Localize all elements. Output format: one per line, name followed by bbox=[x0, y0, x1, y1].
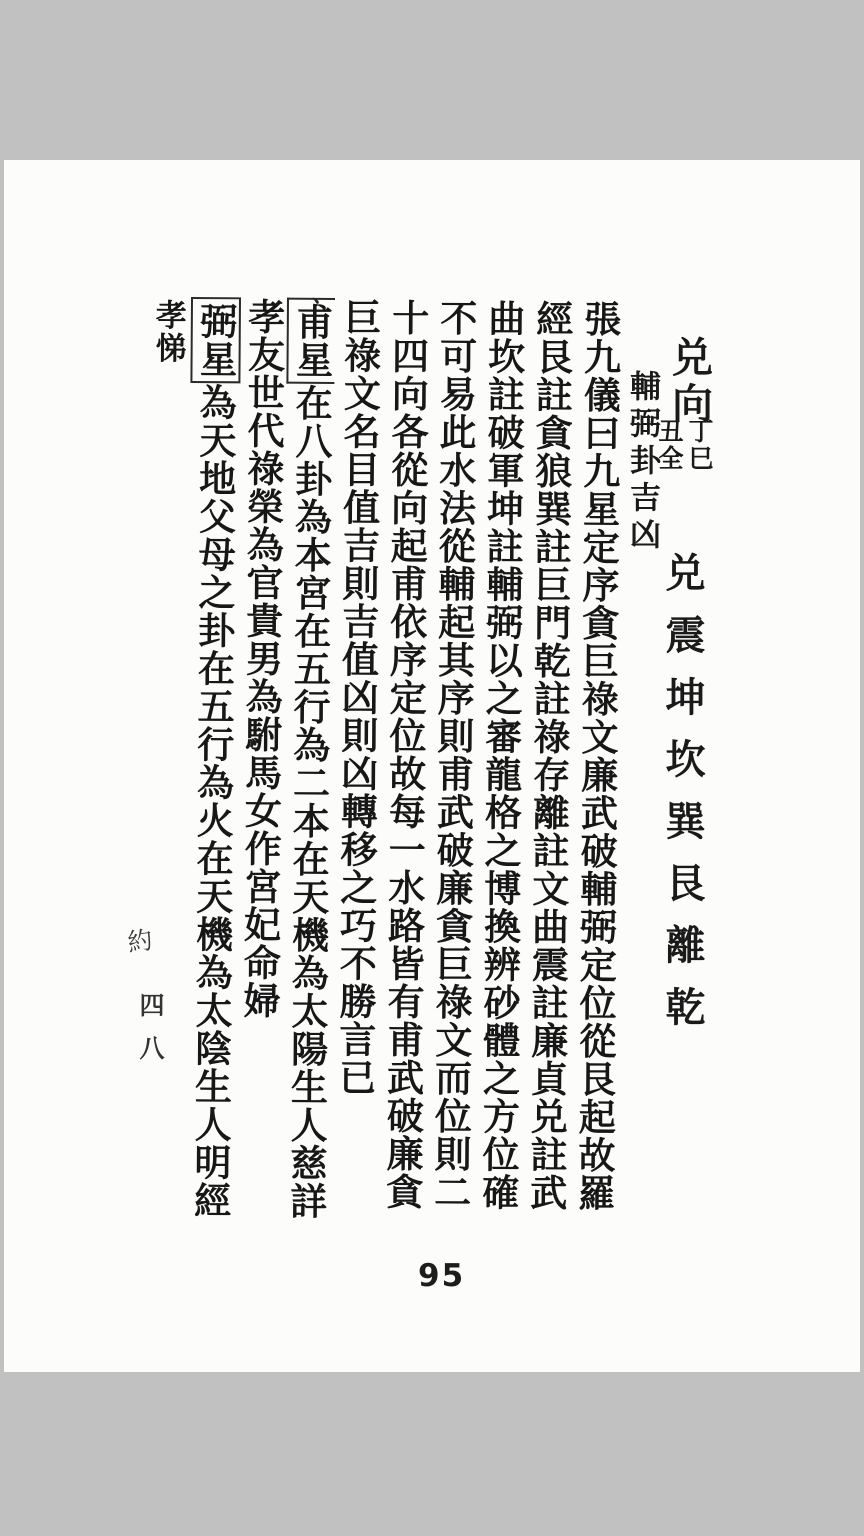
margin-collection-mark: 約 bbox=[122, 926, 155, 955]
text-column-7 bbox=[281, 298, 336, 1238]
text-column-2: 經艮註貪狼巽註巨門乾註祿存離註文曲震註廉貞兑註武 bbox=[523, 299, 575, 1212]
section-title: 兑向 bbox=[665, 336, 713, 428]
text-column-4: 不可易此水法從輔起其序則甫武破廉貪巨祿文而位則二 bbox=[427, 298, 479, 1211]
text-column-6: 巨祿文名目值吉則吉值凶則凶轉移之巧不勝言已 bbox=[332, 298, 383, 1097]
text-column-1: 張九儀曰九星定序貪巨祿文廉武破輔弼定位從艮起故羅 bbox=[571, 299, 623, 1212]
text-column-10: 孝悌 bbox=[149, 298, 186, 365]
emphasis-dot-mark: 、 bbox=[312, 282, 335, 308]
trigram-list-column: 兑震坤坎巽艮離乾 bbox=[659, 552, 706, 1048]
text-column-9-rest: 為天地父母之卦在五行為火在天機為太陰生人明經 bbox=[187, 382, 238, 1220]
section-subtitle: 輔弼卦吉凶 bbox=[624, 370, 660, 555]
text-column-3: 曲坎註破軍坤註輔弼以之審龍格之博換辨砂體之方位確 bbox=[475, 299, 527, 1212]
body-text-block bbox=[137, 297, 624, 1240]
text-column-8: 孝友世代祿榮為官貴男為駙馬女作宮妃命婦 bbox=[236, 297, 287, 1020]
annotation-inner-line: 丁巳 bbox=[685, 418, 714, 472]
scanned-page bbox=[4, 160, 860, 1372]
text-column-9 bbox=[185, 297, 240, 1237]
star-name-box: 弼星 bbox=[190, 297, 241, 383]
page-number: 95 bbox=[418, 1258, 466, 1294]
text-column-7-rest: 在八卦為本宮在五行為二本在天機為太陽生人慈詳 bbox=[283, 383, 334, 1220]
star-name-bracket: 甫星 bbox=[286, 298, 335, 384]
margin-folio-number: 四八 bbox=[136, 992, 165, 1078]
text-column-5: 十四向各從向起甫依序定位故每一水路皆有甫武破廉貪 bbox=[379, 298, 431, 1211]
annotation-outer-line: 丑全 bbox=[655, 418, 684, 472]
